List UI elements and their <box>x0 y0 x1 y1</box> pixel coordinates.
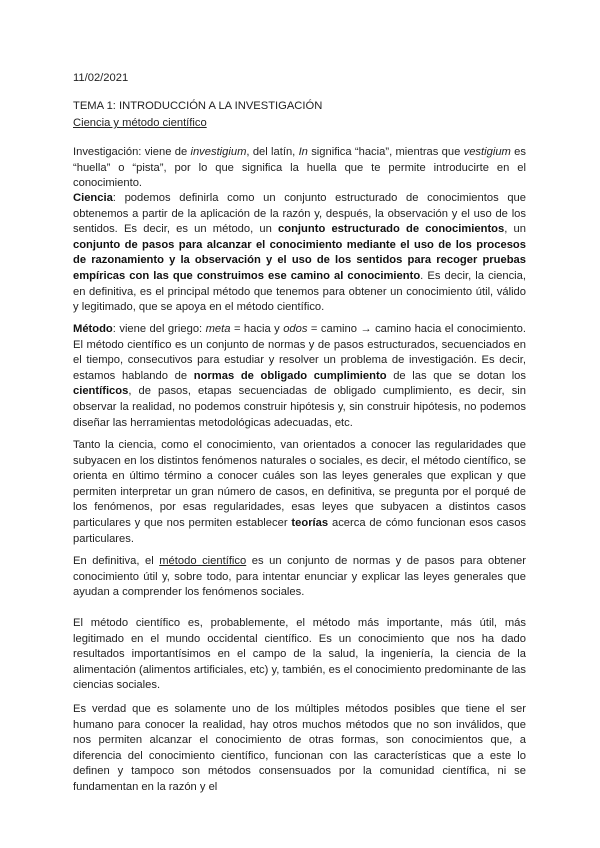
paragraph-otros-metodos: Es verdad que es solamente uno de los múltiples métodos posibles que tiene el ser humano para conocer la realidad, hay otros muchos métodos que no son inválidos, que nos permiten alcanzar el conocimiento de otras formas, son conocimientos que, a diferencia del conocimiento científico, funcionan con las características que a este lo definen y tampoco son métodos consensuados por la comunidad científica, ni se fundamentan en la razón y el <box>73 703 526 793</box>
document-date: 11/02/2021 <box>73 72 129 84</box>
paragraph-regularidades: Tanto la ciencia, como el conocimiento, van orientados a conocer las regularidades que subyacen en los distintos fenómenos naturales o sociales, es decir, el método científico, se orienta en último término a conocer cuáles son las leyes generales que explican y que permiten interpretar un gran número de casos, en definitiva, se pregunta por el porqué de los fenómenos, por esas regularidades, esas leyes que subyacen a distintos casos particulares y que nos permiten establecer teorías acerca de cómo funcionan esos casos particulares. <box>73 439 527 545</box>
section-subtitle: Ciencia y método científico <box>73 117 207 129</box>
paragraph-ciencia: Ciencia: podemos definirla como un conjunto estructurado de conocimientos que obtenemos a partir de la aplicación de la razón y, después, la observación y el uso de los sentidos. Es decir, es un método, un conjunto estructurado de conocimientos, un conjunto de pasos para alcanzar el conocimiento mediante el uso de los procesos de razonamiento y la observación y el uso de los sentidos para recoger pruebas empíricas con las que construimos ese camino al conocimiento. Es decir, la ciencia, en definitiva, es el principal método que tenemos para obtener un conocimiento útil, válido y legitimado, que se apoya en el método científico. <box>73 192 526 314</box>
paragraph-metodo: Método: viene del griego: meta = hacia y odos = camino → camino hacia el conocimiento. El método científico es un conjunto de normas y de pasos estructurados, secuenciados en el tiempo, consecutivos para estudiar y resolver un problema de investigación. Es decir, estamos hablando de normas de obligado cumplimiento de las que se dotan los científicos, de pasos, etapas secuenciadas de obligado cumplimiento, es decir, sin observar la realidad, no podemos construir hipótesis y, sin construir hipótesis, no podemos diseñar las herramientas metodológicas adecuadas, etc. <box>73 323 527 429</box>
paragraph-importancia: El método científico es, probablemente, el método más importante, más útil, más legitimado en el mundo occidental científico. Es un conocimiento que nos ha dado resultados importantísimos en el campo de la salud, la ingeniería, la ciencia de la alimentación (alimentos artificiales, etc) y, también, es el conocimiento predominante de las ciencias sociales. <box>73 617 526 692</box>
paragraph-investigacion: Investigación: viene de investigium, del latín, In significa “hacia”, mientras que vestigium es “huella” o “pista”, por lo que significa la huella que te permite introducirte en el conocimiento. <box>73 146 526 190</box>
document-title: TEMA 1: INTRODUCCIÓN A LA INVESTIGACIÓN <box>73 100 323 112</box>
paragraph-definitiva: En definitiva, el método científico es un conjunto de normas y de pasos para obtener conocimiento útil y, sobre todo, para intentar enunciar y explicar las leyes generales que ayudan a comprender los fenómenos sociales. <box>73 555 526 599</box>
